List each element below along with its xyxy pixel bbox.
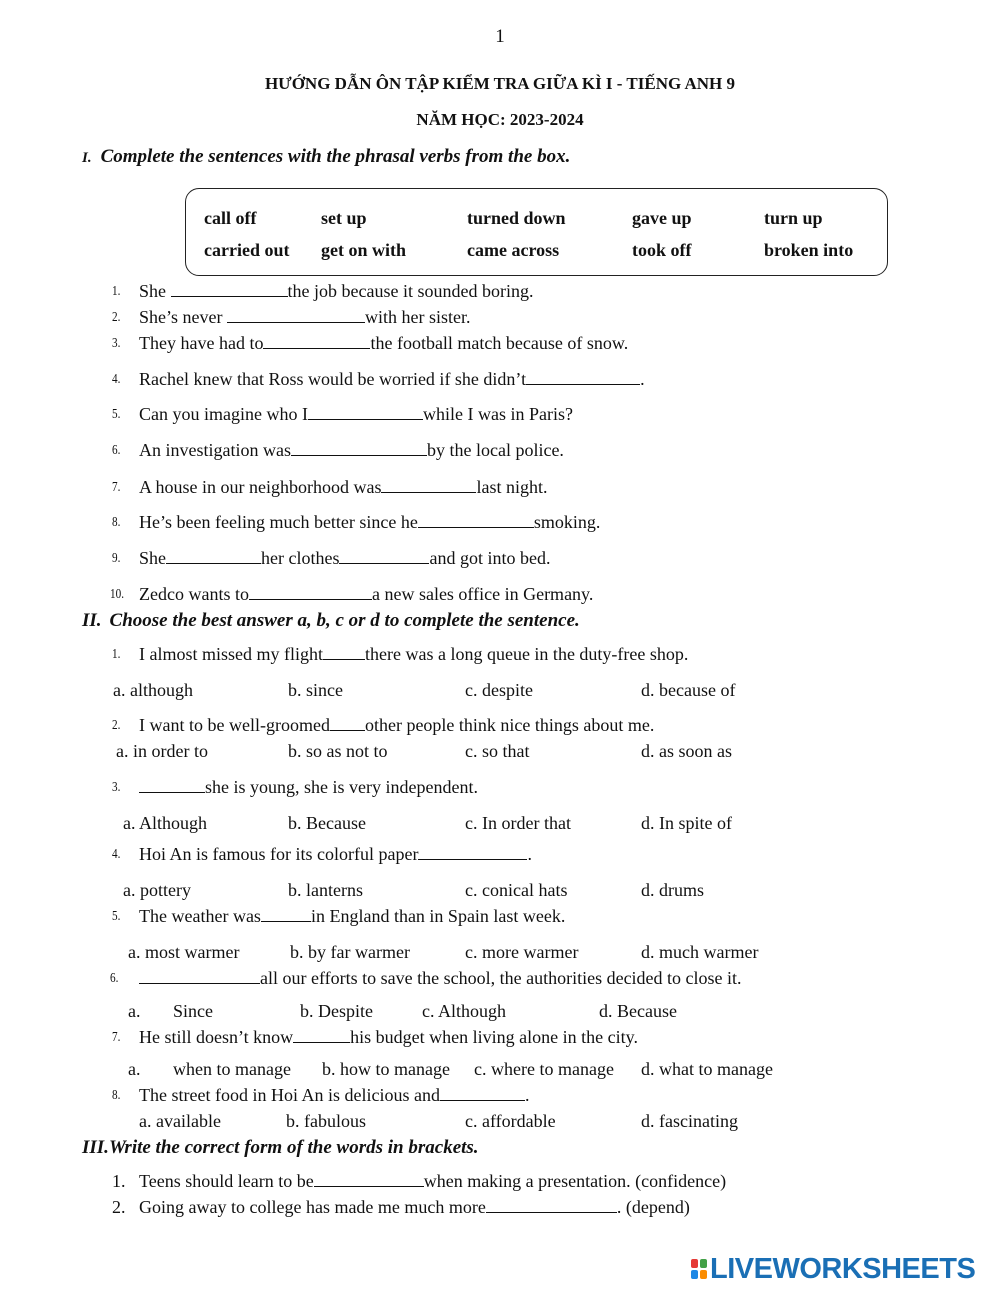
answer-blank[interactable]: [293, 1027, 350, 1043]
option-b[interactable]: b. lanterns: [288, 880, 363, 900]
option-d[interactable]: d. as soon as: [641, 741, 732, 761]
option-c[interactable]: c. conical hats: [465, 880, 568, 900]
answer-blank[interactable]: [418, 844, 527, 860]
question-2-3: she is young, she is very independent.: [139, 777, 478, 798]
question-number: 2.: [112, 1197, 126, 1217]
option-d[interactable]: d. because of: [641, 680, 736, 700]
question-number: 9.: [112, 551, 121, 566]
question-2-5: The weather was in England than in Spain last week.: [139, 906, 566, 926]
box-word: gave up: [632, 208, 692, 228]
question-3-2: Going away to college has made me much more . (depend): [139, 1197, 690, 1217]
option-b[interactable]: b. fabulous: [286, 1111, 366, 1131]
section-3-number: III.: [82, 1137, 109, 1158]
option-a[interactable]: when to manage: [173, 1059, 291, 1079]
answer-blank[interactable]: [249, 584, 372, 600]
logo-text: LIVEWORKSHEETS: [710, 1252, 976, 1285]
question-number: 1.: [112, 647, 121, 662]
liveworksheets-logo: [690, 1253, 975, 1285]
answer-blank[interactable]: [139, 968, 260, 984]
page-number: 1: [495, 26, 505, 47]
option-a-label: a.: [128, 1059, 141, 1079]
question-number: 1.: [112, 1171, 126, 1191]
answer-blank[interactable]: [440, 1085, 525, 1101]
answer-blank[interactable]: [381, 477, 476, 493]
answer-blank[interactable]: [308, 404, 423, 420]
option-b[interactable]: b. by far warmer: [290, 942, 410, 962]
question-number: 5.: [112, 909, 121, 924]
question-number: 8.: [112, 515, 121, 530]
page-title: HƯỚNG DẪN ÔN TẬP KIỂM TRA GIỮA KÌ I - TIẾNG ANH 9: [264, 74, 736, 93]
question-1-10: Zedco wants to a new sales office in Germany.: [139, 584, 594, 604]
answer-blank[interactable]: [261, 906, 311, 922]
question-1-8: He’s been feeling much better since he smoking.: [139, 512, 601, 532]
option-b[interactable]: b. so as not to: [288, 741, 388, 761]
question-number: 4.: [112, 847, 121, 862]
option-a[interactable]: a. pottery: [123, 880, 191, 900]
school-year: NĂM HỌC: 2023-2024: [416, 110, 584, 129]
question-number: 10.: [110, 587, 124, 602]
section-2-heading: [82, 610, 580, 632]
phrasal-verbs-box: [185, 188, 888, 276]
option-d[interactable]: d. what to manage: [641, 1059, 773, 1079]
option-c[interactable]: c. affordable: [465, 1111, 556, 1131]
question-1-7: A house in our neighborhood was last night.: [139, 477, 548, 497]
answer-blank[interactable]: [314, 1171, 424, 1187]
box-word: get on with: [321, 240, 406, 260]
question-number: 6.: [112, 443, 121, 458]
question-2-8: The street food in Hoi An is delicious and .: [139, 1085, 530, 1105]
box-word: turn up: [764, 208, 823, 228]
option-a-label: a.: [128, 1001, 141, 1021]
question-1-9: She her clothes and got into bed.: [139, 548, 551, 568]
section-1-heading: [82, 146, 570, 168]
option-c[interactable]: c. despite: [465, 680, 533, 700]
answer-blank[interactable]: [171, 281, 288, 297]
question-1-3: They have had to the football match because of snow.: [139, 333, 629, 353]
question-2-4: Hoi An is famous for its colorful paper .: [139, 844, 532, 864]
question-number: 4.: [112, 372, 121, 387]
section-1-number: I.: [82, 150, 92, 166]
option-c[interactable]: c. Although: [422, 1001, 506, 1021]
answer-blank[interactable]: [486, 1197, 617, 1213]
option-d[interactable]: d. drums: [641, 880, 704, 900]
box-word: carried out: [204, 240, 290, 260]
option-a[interactable]: a. Although: [123, 813, 207, 833]
option-d[interactable]: d. fascinating: [641, 1111, 738, 1131]
option-d[interactable]: d. Because: [599, 1001, 677, 1021]
section-1-instruction: Complete the sentences with the phrasal verbs from the box.: [100, 146, 571, 167]
option-a[interactable]: Since: [173, 1001, 213, 1021]
question-number: 3.: [112, 780, 121, 795]
question-1-4: Rachel knew that Ross would be worried if she didn’t .: [139, 369, 645, 389]
question-1-6: An investigation was by the local police.: [139, 440, 564, 460]
option-c[interactable]: c. where to manage: [474, 1059, 614, 1079]
option-d[interactable]: d. much warmer: [641, 942, 759, 962]
option-b[interactable]: b. Because: [288, 813, 366, 833]
question-number: 7.: [112, 1030, 121, 1045]
option-a[interactable]: a. in order to: [116, 741, 208, 761]
option-c[interactable]: c. In order that: [465, 813, 571, 833]
answer-blank[interactable]: [330, 715, 365, 731]
question-number: 7.: [112, 480, 121, 495]
question-1-1: She the job because it sounded boring.: [139, 281, 534, 301]
liveworksheets-logo-icon: [690, 1258, 708, 1280]
option-c[interactable]: c. more warmer: [465, 942, 579, 962]
question-number: 3.: [112, 336, 121, 351]
answer-blank[interactable]: [339, 548, 429, 564]
question-2-1: I almost missed my flight there was a long queue in the duty-free shop.: [139, 644, 689, 664]
answer-blank[interactable]: [291, 440, 427, 456]
box-word: set up: [321, 208, 367, 228]
question-2-2: I want to be well-groomed other people think nice things about me.: [139, 715, 655, 735]
option-a[interactable]: a. most warmer: [128, 942, 240, 962]
answer-blank[interactable]: [418, 512, 534, 528]
answer-blank[interactable]: [227, 307, 365, 323]
option-a[interactable]: a. available: [139, 1111, 221, 1131]
answer-blank[interactable]: [139, 777, 205, 793]
answer-blank[interactable]: [323, 644, 365, 660]
question-3-1: Teens should learn to be when making a presentation. (confidence): [139, 1171, 727, 1191]
option-d[interactable]: d. In spite of: [641, 813, 732, 833]
option-a[interactable]: a. although: [113, 680, 193, 700]
box-word: turned down: [467, 208, 566, 228]
question-2-7: He still doesn’t know his budget when living alone in the city.: [139, 1027, 638, 1047]
box-word: took off: [632, 240, 692, 260]
section-2-instruction: Choose the best answer a, b, c or d to complete the sentence.: [109, 610, 580, 631]
box-word: came across: [467, 240, 560, 260]
question-number: 8.: [112, 1088, 121, 1103]
option-b[interactable]: b. since: [288, 680, 343, 700]
option-c[interactable]: c. so that: [465, 741, 530, 761]
answer-blank[interactable]: [166, 548, 261, 564]
box-word: call off: [204, 208, 257, 228]
question-number: 2.: [112, 718, 121, 733]
answer-blank[interactable]: [526, 369, 640, 385]
section-3-heading: [82, 1137, 479, 1159]
question-number: 2.: [112, 310, 121, 325]
question-1-2: She’s never with her sister.: [139, 307, 471, 327]
answer-blank[interactable]: [263, 333, 370, 349]
option-b[interactable]: b. how to manage: [322, 1059, 450, 1079]
question-number: 1.: [112, 284, 121, 299]
question-1-5: Can you imagine who I while I was in Paris?: [139, 404, 573, 424]
option-b[interactable]: b. Despite: [300, 1001, 373, 1021]
box-word: broken into: [764, 240, 854, 260]
section-2-number: II.: [82, 610, 102, 631]
question-number: 5.: [112, 407, 121, 422]
question-2-6: all our efforts to save the school, the authorities decided to close it.: [139, 968, 742, 989]
section-3-instruction: Write the correct form of the words in brackets.: [108, 1137, 479, 1158]
question-number: 6.: [110, 971, 119, 986]
